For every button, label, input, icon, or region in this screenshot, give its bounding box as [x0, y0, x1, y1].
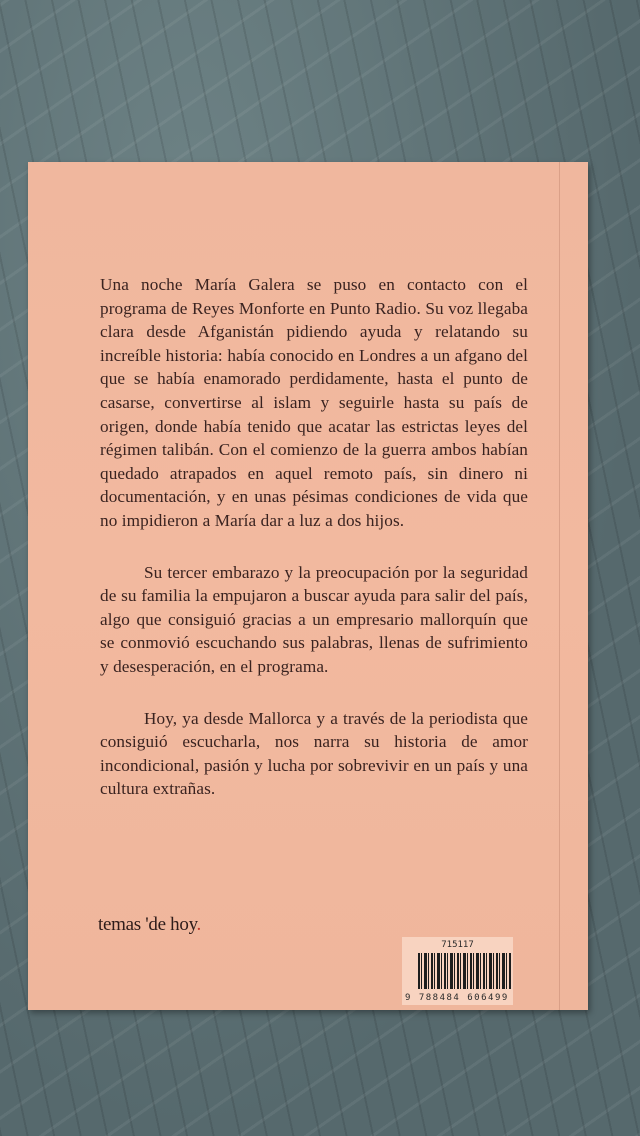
isbn-number: 9 788484 606499	[405, 993, 509, 1003]
publisher-logo-dot: .	[196, 914, 201, 935]
blurb-text	[100, 273, 528, 829]
publisher-name: temas 'de hoy	[98, 914, 197, 935]
publisher-logo	[98, 914, 201, 936]
blurb-paragraph-2: Su tercer embarazo y la preocupación por la seguridad de su familia la empujaron a buscar ayuda para salir del país, algo que consiguió gracias a un empresario mallorquín que se conmovió escuchando sus palabras, llenas de sufrimiento y desesperación, en el programa.	[100, 562, 528, 676]
barcode-label	[402, 937, 513, 1005]
barcode-icon	[418, 953, 512, 989]
blurb-paragraph-1: Una noche María Galera se puso en contacto con el programa de Reyes Monforte en Punto Radio. Su voz llegaba clara desde Afganistán pidiendo ayuda y relatando su increíble historia: había conocido en Londres a un afgano del que se había enamorado perdidamente, hasta el punto de casarse, convertirse al islam y seguirle hasta su país de origen, donde había tenido que acatar las estrictas leyes del régimen talibán. Con el comienzo de la guerra ambos habían quedado atrapados en aquel remoto país, sin dinero ni documentación, y en unas pésimas condiciones de vida que no impidieron a María dar a luz a dos hijos.	[100, 275, 528, 530]
book-back-cover	[28, 162, 588, 1010]
barcode-top-code: 715117	[441, 940, 474, 950]
blurb-paragraph-3: Hoy, ya desde Mallorca y a través de la periodista que consiguió escucharla, nos narra su historia de amor incondicional, pasión y lucha por sobrevivir en un país y una cultura extrañas.	[100, 708, 528, 799]
